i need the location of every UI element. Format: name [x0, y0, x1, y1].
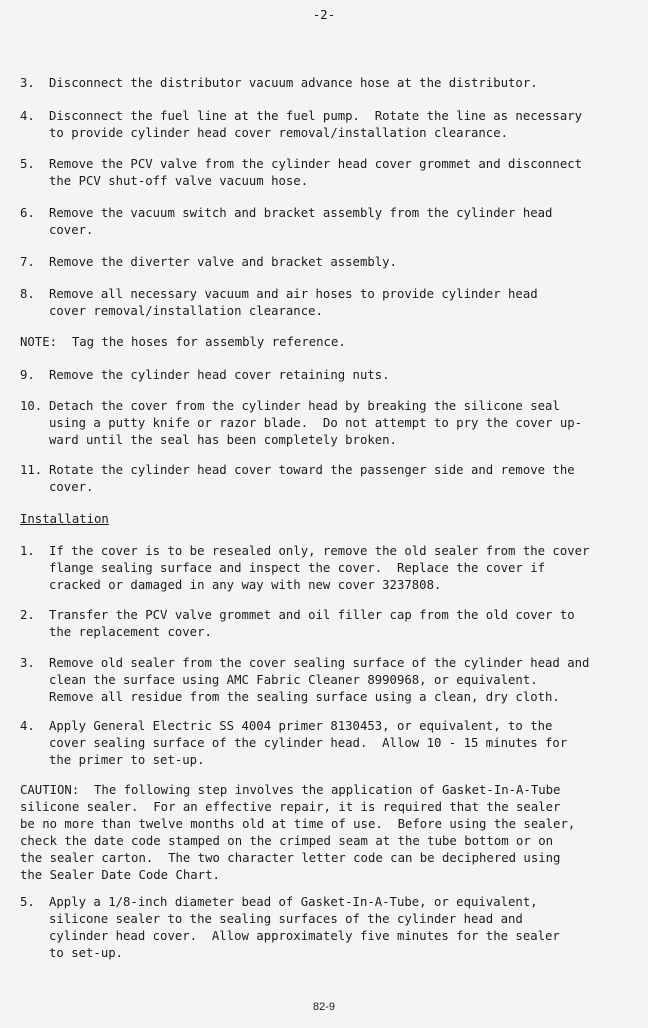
- note: NOTE: Tag the hoses for assembly reference.: [20, 335, 346, 349]
- step-10: 10. Detach the cover from the cylinder head by breaking the silicone seal using a putty knife or razor blade. Do not attempt to pry the cover up- ward until the seal has been completely broken.: [20, 399, 583, 447]
- install-step-5: 5. Apply a 1/8-inch diameter bead of Gasket-In-A-Tube, or equivalent, silicone sealer to the sealing surfaces of the cylinder head and cylinder head cover. Allow approximately five minutes for the sealer to set-up.: [20, 895, 560, 960]
- install-step-2: 2. Transfer the PCV valve grommet and oil filler cap from the old cover to the replacement cover.: [20, 608, 575, 639]
- install-step-1: 1. If the cover is to be resealed only, remove the old sealer from the cover flange sealing surface and inspect the cover. Replace the cover if cracked or damaged in any way with new cover 3237808.: [20, 544, 590, 592]
- step-6: 6. Remove the vacuum switch and bracket assembly from the cylinder head cover.: [20, 206, 553, 237]
- step-8: 8. Remove all necessary vacuum and air hoses to provide cylinder head cover removal/installation clearance.: [20, 287, 538, 318]
- step-7: 7. Remove the diverter valve and bracket assembly.: [20, 255, 397, 269]
- step-4: 4. Disconnect the fuel line at the fuel pump. Rotate the line as necessary to provide cylinder head cover removal/installation clearance.: [20, 109, 583, 140]
- page-header: -2-: [312, 8, 336, 22]
- caution-paragraph: CAUTION: The following step involves the application of Gasket-In-A-Tube silicone sealer. For an effective repair, it is required that the sealer be no more than twelve months old at time of use. Before using the sealer, check the date code stamped on the crimped seam at the tube bottom or on the sealer carton. The two character letter code can be deciphered using the Sealer Date Code Chart.: [20, 783, 576, 882]
- step-3: 3. Disconnect the distributor vacuum advance hose at the distributor.: [20, 76, 538, 90]
- step-9: 9. Remove the cylinder head cover retaining nuts.: [20, 368, 390, 382]
- page-number: 82-9: [312, 1001, 336, 1013]
- step-11: 11. Rotate the cylinder head cover toward the passenger side and remove the cover.: [20, 463, 575, 494]
- installation-heading: Installation: [20, 512, 109, 526]
- install-step-4: 4. Apply General Electric SS 4004 primer 8130453, or equivalent, to the cover sealing surface of the cylinder head. Allow 10 - 15 minutes for the primer to set-up.: [20, 719, 568, 767]
- install-step-3: 3. Remove old sealer from the cover sealing surface of the cylinder head and clean the surface using AMC Fabric Cleaner 8990968, or equivalent. Remove all residue from the sealing surface using a clean, dry cloth.: [20, 656, 590, 704]
- step-5: 5. Remove the PCV valve from the cylinder head cover grommet and disconnect the PCV shut-off valve vacuum hose.: [20, 157, 583, 188]
